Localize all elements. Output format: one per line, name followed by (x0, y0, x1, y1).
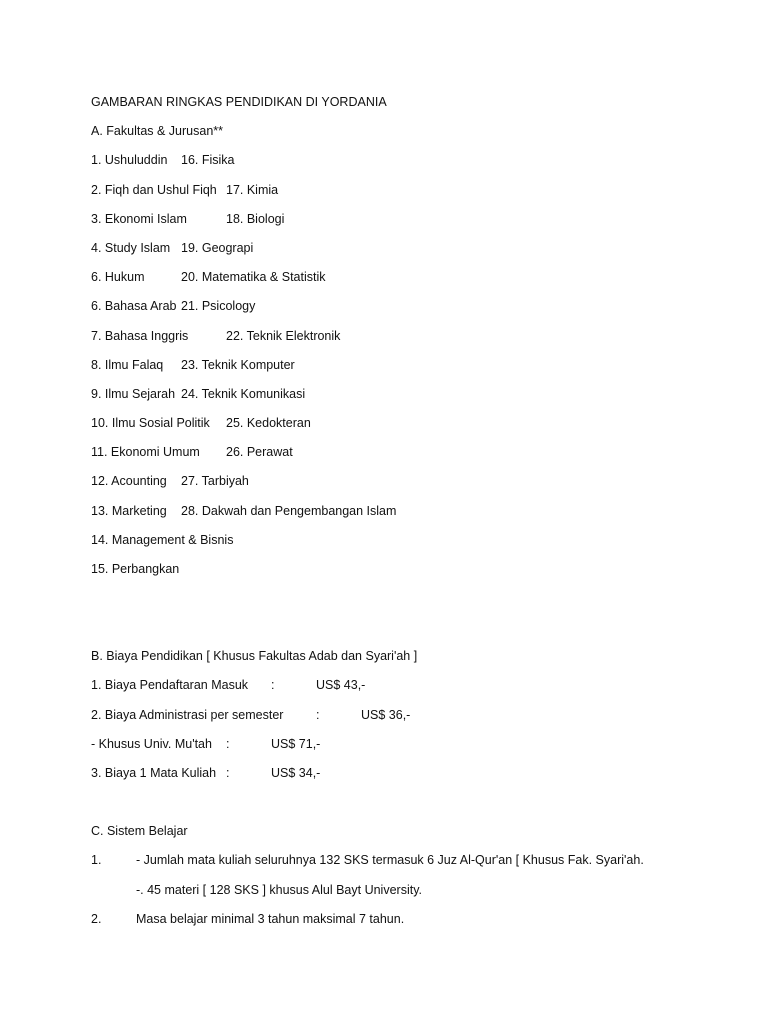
faculty-row (91, 503, 731, 532)
faculty-right: 20. Matematika & Statistik (181, 270, 326, 285)
faculty-right: 18. Biologi (226, 211, 285, 226)
faculty-left: 7. Bahasa Inggris (91, 328, 189, 343)
faculty-right: 27. Tarbiyah (181, 474, 249, 489)
faculty-left: 8. Ilmu Falaq (91, 357, 164, 372)
faculty-row (91, 211, 731, 240)
system-text: -. 45 materi [ 128 SKS ] khusus Alul Bayt University. (136, 882, 422, 897)
faculty-right: 21. Psicology (181, 299, 256, 314)
faculty-row (91, 386, 731, 415)
faculty-right: 25. Kedokteran (226, 416, 311, 431)
cost-row (91, 677, 731, 706)
faculty-row (91, 298, 731, 327)
system-number: 1. (91, 853, 102, 868)
faculty-left: 6. Hukum (91, 270, 145, 285)
cost-row (91, 707, 731, 736)
faculty-row (91, 328, 731, 357)
faculty-left: 3. Ekonomi Islam (91, 211, 187, 226)
system-list (91, 852, 731, 940)
cost-label: 3. Biaya 1 Mata Kuliah (91, 765, 217, 780)
cost-row (91, 765, 731, 794)
faculty-right: 22. Teknik Elektronik (226, 328, 341, 343)
faculty-right: 28. Dakwah dan Pengembangan Islam (181, 503, 397, 518)
faculty-right: 19. Geograpi (181, 240, 254, 255)
faculty-left: 2. Fiqh dan Ushul Fiqh (91, 182, 217, 197)
faculty-left: 13. Marketing (91, 503, 167, 518)
cost-separator: : (271, 678, 275, 693)
cost-separator: : (316, 707, 320, 722)
system-text: - Jumlah mata kuliah seluruhnya 132 SKS termasuk 6 Juz Al-Qur'an [ Khusus Fak. Syari'ah. (136, 853, 644, 868)
faculty-right: 26. Perawat (226, 445, 293, 460)
cost-separator: : (226, 765, 230, 780)
faculty-left: 14. Management & Bisnis (91, 532, 234, 547)
faculty-left: 1. Ushuluddin (91, 153, 168, 168)
faculty-left: 11. Ekonomi Umum (91, 445, 200, 460)
faculty-left: 15. Perbangkan (91, 562, 180, 576)
cost-label: 2. Biaya Administrasi per semester (91, 707, 284, 722)
system-row (91, 882, 731, 911)
faculty-list (91, 152, 731, 590)
document-body (91, 94, 731, 940)
faculty-row (91, 473, 731, 502)
faculty-row (91, 561, 731, 590)
system-text: Masa belajar minimal 3 tahun maksimal 7 tahun. (136, 911, 405, 926)
cost-label: 1. Biaya Pendaftaran Masuk (91, 678, 249, 693)
document-title: GAMBARAN RINGKAS PENDIDIKAN DI YORDANIA (91, 95, 387, 109)
faculty-right: 17. Kimia (226, 182, 279, 197)
faculty-row (91, 240, 731, 269)
system-row (91, 852, 731, 881)
faculty-left: 9. Ilmu Sejarah (91, 386, 176, 401)
faculty-left: 4. Study Islam (91, 240, 171, 255)
cost-list (91, 677, 731, 794)
system-number: 2. (91, 911, 102, 926)
faculty-row (91, 182, 731, 211)
cost-row (91, 736, 731, 765)
cost-value: US$ 34,- (271, 765, 321, 780)
faculty-row (91, 269, 731, 298)
cost-separator: : (226, 736, 230, 751)
cost-value: US$ 43,- (316, 678, 366, 693)
section-b-heading: B. Biaya Pendidikan [ Khusus Fakultas Adab dan Syari'ah ] (91, 649, 418, 664)
faculty-row (91, 444, 731, 473)
spacer (91, 590, 731, 648)
faculty-right: 24. Teknik Komunikasi (181, 386, 306, 401)
faculty-left: 6. Bahasa Arab (91, 299, 177, 314)
faculty-left: 12. Acounting (91, 474, 167, 489)
cost-value: US$ 71,- (271, 736, 321, 751)
faculty-right: 23. Teknik Komputer (181, 357, 295, 372)
faculty-row (91, 152, 731, 181)
faculty-right: 16. Fisika (181, 153, 235, 168)
faculty-row (91, 357, 731, 386)
faculty-row (91, 532, 731, 561)
system-row (91, 911, 731, 940)
cost-value: US$ 36,- (361, 707, 411, 722)
spacer (91, 794, 731, 823)
section-a-heading: A. Fakultas & Jurusan** (91, 124, 224, 139)
faculty-row (91, 415, 731, 444)
cost-label: - Khusus Univ. Mu'tah (91, 736, 212, 751)
faculty-left: 10. Ilmu Sosial Politik (91, 416, 210, 431)
section-c-heading: C. Sistem Belajar (91, 824, 188, 839)
